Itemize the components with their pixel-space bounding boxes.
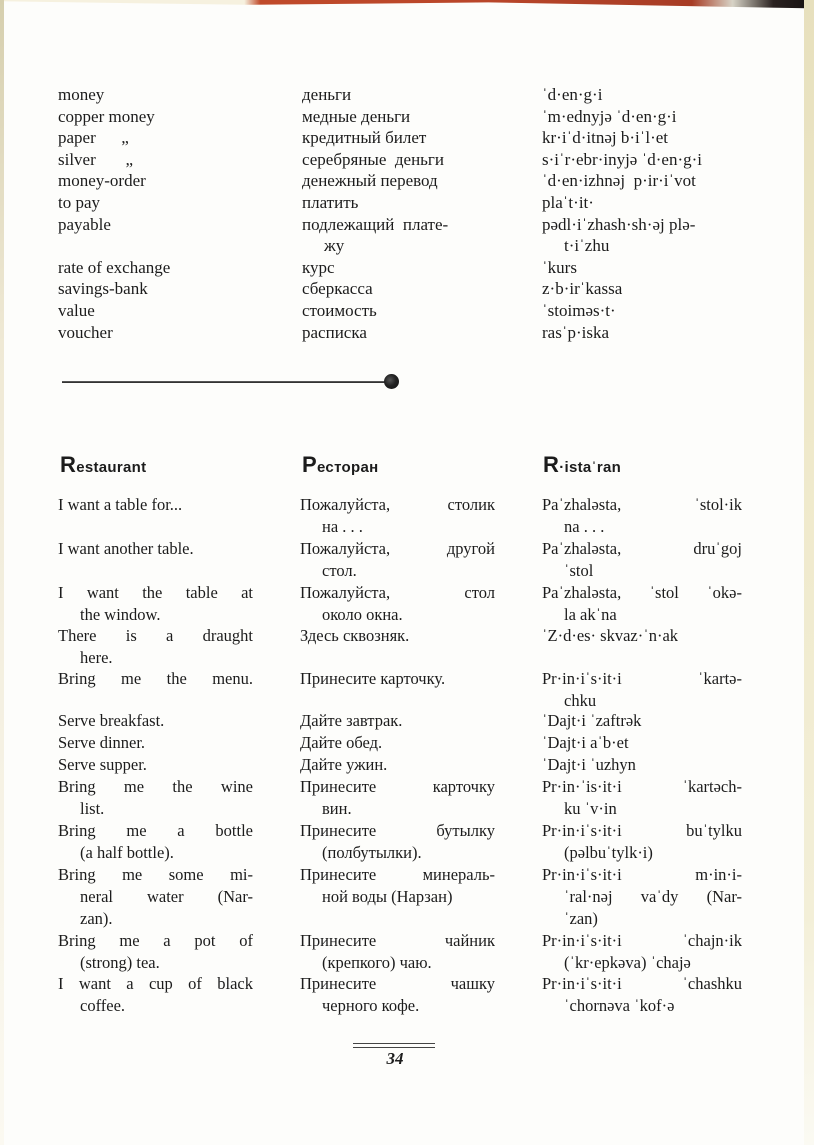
section-title-english: Restaurant <box>60 452 147 477</box>
vocab-ru-item: стоимость <box>302 300 377 320</box>
divider-bullet-icon <box>384 374 399 389</box>
vocab-ru-item: курс <box>302 257 335 277</box>
phrase-tr: Pr·in·ˈis·it·i ˈkartəch- ku ˈv·in <box>542 777 742 818</box>
vocab-ru-item: подлежащий плате- <box>302 214 449 234</box>
phrase-tr: Pr·in·iˈs·it·i ˈchashku ˈchornəva ˈkof·ə <box>542 974 742 1015</box>
vocab-ru-item: серебряные деньги <box>302 149 444 169</box>
vocab-tr-item: plaˈt·it· <box>542 192 594 212</box>
phrase-ru: Пожалуйста, стол около окна. <box>300 583 495 624</box>
phrase-tr: Pr·in·iˈs·it·i m·in·i- ˈral·nəj vaˈdy (Nar- ˈzan) <box>542 865 742 928</box>
vocab-russian-column <box>302 84 492 343</box>
vocab-en-item: voucher <box>58 322 113 342</box>
vocab-tr-item: s·iˈr·ebr·inyjə ˈd·en·g·i <box>542 149 703 169</box>
vocab-en-item: paper „ <box>58 128 129 148</box>
phrase-tr: Paˈzhaləsta, ˈstol·ik na . . . <box>542 495 742 536</box>
phrase-tr: ˈDajt·i ˈzaftrək <box>542 711 642 730</box>
vocab-en-item: value <box>58 300 95 320</box>
section-title-russian: Ресторан <box>302 452 379 477</box>
phrase-ru: Дайте завтрак. <box>300 711 403 730</box>
phrase-ru: Принесите чашку черного кофе. <box>300 974 495 1015</box>
phrase-ru: Пожалуйста, другой стол. <box>300 539 495 580</box>
phrase-tr: Pr·in·iˈs·it·i ˈchajn·ik (ˈkr·epkəva) ˈchajə <box>542 931 742 972</box>
phrase-en: Serve breakfast. <box>58 711 165 730</box>
phrase-tr: Paˈzhaləsta, ˈstol ˈokə- la akˈna <box>542 583 742 624</box>
phrase-tr: Pr·in·iˈs·it·i ˈkartə- chku <box>542 669 742 710</box>
vocab-ru-item: платить <box>302 192 359 212</box>
vocab-ru-item: расписка <box>302 322 367 342</box>
phrase-tr: Pr·in·iˈs·it·i buˈtylku (pəlbuˈtylk·i) <box>542 821 742 862</box>
phrase-ru: Здесь сквозняк. <box>300 626 410 645</box>
vocab-english-column <box>58 84 258 343</box>
phrase-ru: Дайте обед. <box>300 733 383 752</box>
phrase-en: Bring me some mi- neral water (Nar- zan). <box>58 865 253 928</box>
vocab-ru-item: медные деньги <box>302 106 411 126</box>
vocab-tr-continuation: t·iˈzhu <box>564 236 610 256</box>
vocab-tr-item: ˈm·ednyjə ˈd·en·g·i <box>542 106 677 126</box>
vocab-tr-item: ˈd·en·izhnəj p·ir·iˈvot <box>542 171 696 191</box>
vocab-tr-item: kr·iˈd·itnəj b·iˈl·et <box>542 128 669 148</box>
phrase-en: Bring me a pot of (strong) tea. <box>58 931 253 972</box>
phrase-ru: Пожалуйста, столик на . . . <box>300 495 495 536</box>
vocab-en-item: money <box>58 85 105 104</box>
phrase-ru: Дайте ужин. <box>300 755 388 774</box>
phrase-ru: Принесите минераль- ной воды (Нарзан) <box>300 865 495 906</box>
vocab-tr-item: z·b·irˈkassa <box>542 279 623 299</box>
phrase-ru: Принесите карточку. <box>300 669 446 688</box>
vocab-en-item: savings-bank <box>58 279 148 299</box>
vocab-ru-item: сберкасса <box>302 279 373 299</box>
page-right-edge <box>804 0 814 1145</box>
section-divider-line <box>62 381 387 383</box>
vocab-en-item: money-order <box>58 171 146 191</box>
vocab-en-item: rate of exchange <box>58 257 171 277</box>
phrase-en: I want a cup of black coffee. <box>58 974 253 1015</box>
phrase-ru: Принесите бутылку (полбутылки). <box>300 821 495 862</box>
phrase-en: I want the table at the window. <box>58 583 253 624</box>
book-cover-edge <box>0 0 814 12</box>
phrase-en: Serve supper. <box>58 755 147 774</box>
vocab-en-item: payable <box>58 214 111 234</box>
vocab-tr-item: rasˈp·iska <box>542 322 610 342</box>
phrase-tr: Paˈzhaləsta, druˈgoj ˈstol <box>542 539 742 580</box>
vocab-ru-item: кредитный билет <box>302 128 427 148</box>
phrase-en: Serve dinner. <box>58 733 146 752</box>
vocab-ru-item: денежный перевод <box>302 171 438 191</box>
footer-double-rule <box>353 1043 435 1048</box>
vocab-en-spacer <box>58 235 258 257</box>
vocab-ru-item: деньги <box>302 85 352 104</box>
phrase-en: I want another table. <box>58 539 194 558</box>
phrase-en: Bring me the menu. <box>58 669 253 688</box>
vocab-tr-item: pədl·iˈzhash·sh·əj plə- <box>542 214 696 234</box>
page-number: 34 <box>386 1049 404 1068</box>
phrase-en: Bring me the wine list. <box>58 777 253 818</box>
phrase-tr: ˈDajt·i aˈb·et <box>542 733 629 752</box>
phrase-en: Bring me a bottle (a half bottle). <box>58 821 253 862</box>
vocab-en-item: to pay <box>58 192 101 212</box>
phrase-tr: ˈDajt·i ˈuzhyn <box>542 755 636 774</box>
vocab-transcription-column <box>542 84 742 343</box>
phrase-ru: Принесите карточку вин. <box>300 777 495 818</box>
page-left-edge <box>0 0 4 1145</box>
vocab-tr-item: ˈkurs <box>542 257 577 277</box>
section-title-transcription: R·istaˈran <box>543 452 622 477</box>
phrase-en: There is a draught here. <box>58 626 253 667</box>
vocab-en-item: silver „ <box>58 149 134 169</box>
vocab-tr-item: ˈd·en·g·i <box>542 85 603 104</box>
phrase-en: I want a table for... <box>58 495 183 514</box>
phrase-tr: ˈZ·d·es· skvaz·ˈn·ak <box>542 626 679 645</box>
vocab-tr-item: ˈstoiməs·t· <box>542 300 616 320</box>
vocab-ru-continuation: жу <box>324 236 345 256</box>
vocab-en-item: copper money <box>58 106 155 126</box>
phrase-ru: Принесите чайник (крепкого) чаю. <box>300 931 495 972</box>
